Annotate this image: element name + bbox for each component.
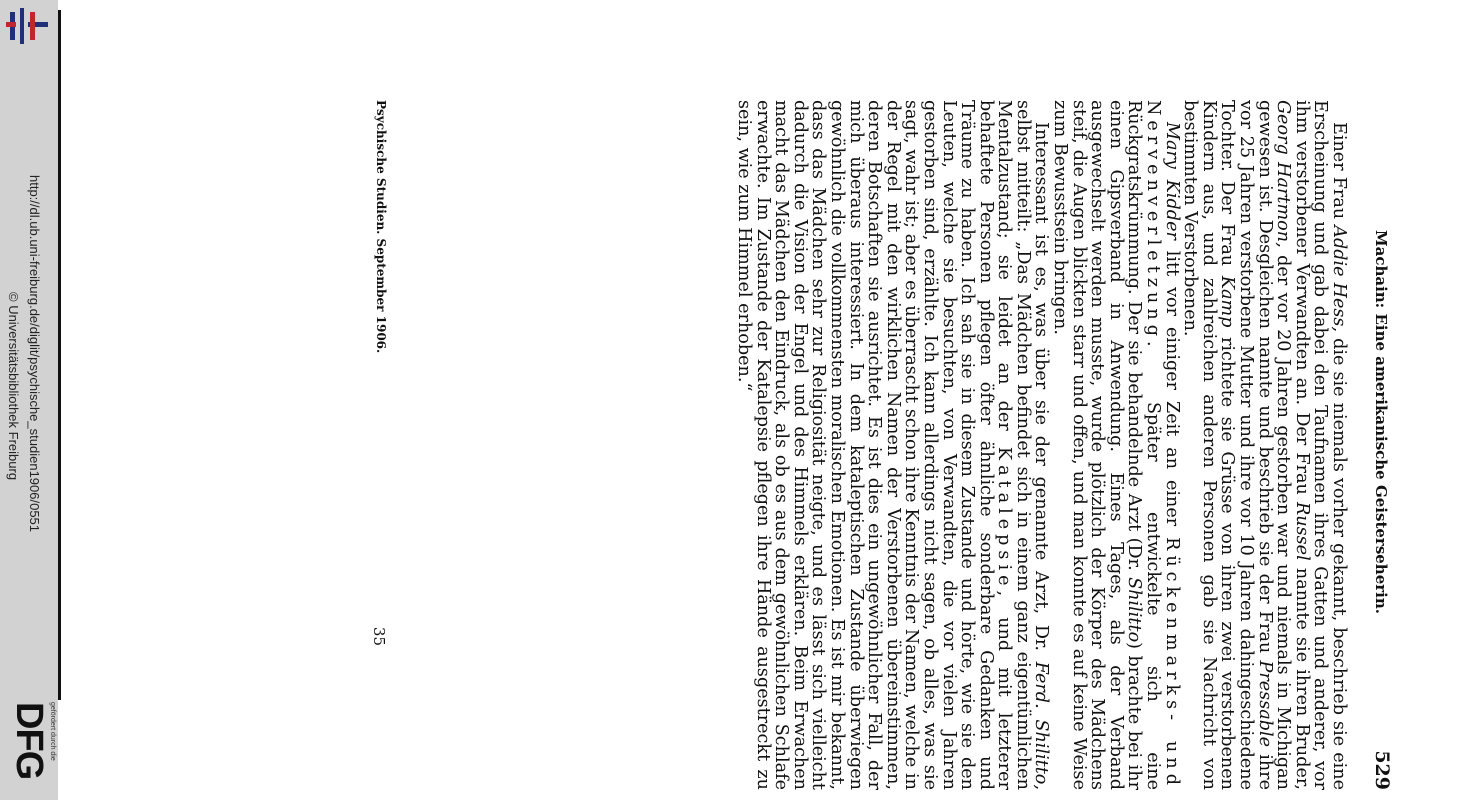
- paragraph: [1181, 100, 1348, 790]
- italic-name: Mary Kidder: [1161, 122, 1182, 240]
- dfg-logo-text: DFG: [8, 702, 50, 780]
- footer-signature-number: 35: [370, 626, 388, 646]
- italic-name: Pressable: [1254, 660, 1275, 748]
- text-run: nannte sie ihren Bruder,: [1291, 560, 1312, 790]
- italic-name: Georg Hartmon,: [1273, 100, 1294, 248]
- italic-name: Ferd. Shilitto,: [1031, 661, 1052, 790]
- italic-name: Kamp: [1217, 275, 1238, 328]
- text-run: ) brachte bei ihr einen Gipsverband in Anwendung. Eines Tages, als der Verband ausgewechselt werden musste, wurde plötzlich der Körper des Mädchens steif, die Augen blickten starr und offen, und man konnte es auf keine Weise zum Bewusstsein bringen.: [1050, 100, 1145, 790]
- text-run: der vor 20 Jahren gestorben war und niemals in Michigan gewesen ist. Desgleichen nannte und beschrieb sie der Frau: [1254, 100, 1294, 790]
- running-head: [1363, 100, 1393, 790]
- page-binding-edge: [58, 10, 61, 700]
- text-run: Einer Frau: [1329, 122, 1349, 226]
- text-run: Später entwickelte sich eine Rückgratskrümmung. Der sie behandelnde Arzt (Dr.: [1124, 100, 1164, 790]
- text-run: und mit letzterer behaftete Personen pflegen öfter ähnliche sonderbare Gedanken und Träume zu haben. Ich sah sie in diesem Zustande und hörte, wie sie den Leuten, welche sie besuchten, von Verwandten, die vor vielen Jahren gestorben sind, erzählte. Ich kann allerdings nicht sagen, ob alles, was sie sagt, wahr ist; aber es überrascht schon ihre Kenntnis der Namen, welche in der Regel mit den wirklichen Namen der Verstorbenen übereinstimmen, deren Botschaften sie ausrichtet. Es ist dies ein ungewöhnlicher Fall, der mich überaus interessiert. In dem kataleptischen Zustande überwiegen gewöhnlich die vollkommensten moralischen Emotionen. Es ist mir bekannt, dass das Mädchen sehr zur Religiosität neigte, und es lässt sich vielleicht dadurch die Vision der Engel und des Himmels erklären. Beim Erwachen macht das Mädchen den Eindruck, als ob es aus dem gewöhnlichen Schlafe erwachte. Im Zustande der Katalepsie pflegen ihre Hände ausgestreckt zu sein, wie zum Himmel erhoben.“: [734, 100, 1015, 790]
- library-logo-icon: [6, 6, 50, 46]
- running-head-title: Machain: Eine amerikanische Geisterseherin.: [1372, 230, 1390, 614]
- page-footer: [363, 100, 388, 790]
- spaced-emphasis: Katalepsie,: [994, 446, 1015, 602]
- scanned-page: [333, 100, 1393, 790]
- text-run: die sie niemals vorher gekannt, beschrieb sie eine Erscheinung und gab dabei den Taufnamen ihres Gatten und anderer, vor ihm verstorbener Verwandten an. Der Frau: [1291, 100, 1349, 790]
- paragraph: [1051, 100, 1181, 790]
- viewer-sidebar: [0, 0, 58, 800]
- text-run: Interessant ist es, was über sie der genannte Arzt, Dr.: [1031, 122, 1052, 662]
- italic-name: Addie Hess,: [1329, 225, 1349, 333]
- italic-name: Russel: [1291, 502, 1312, 561]
- source-url[interactable]: http://dl.ub.uni-freiburg.de/diglit/psychische_studien1906/0551: [27, 175, 42, 533]
- paragraph: [734, 100, 1050, 790]
- text-run: selbst mitteilt: „Das Mädchen befindet sich in einem ganz eigentümlichen Mentalzustand; sie leidet an der: [994, 100, 1033, 790]
- page-number: 529: [1371, 750, 1393, 790]
- dfg-funding-note: gefördert durch die: [49, 702, 56, 761]
- text-run: ihre vor 25 Jahren verstorbene Mutter und ihre vor 10 Jahren dahingeschiedene Tochter. Der Frau: [1217, 100, 1275, 790]
- text-run: litt vor einiger Zeit an einer: [1161, 239, 1182, 538]
- dfg-logo: [4, 700, 56, 795]
- body-text: [734, 100, 1348, 790]
- spaced-emphasis: Rückenmarks- und Nervenverletzung.: [1143, 100, 1182, 790]
- footer-journal-date: Psychische Studien. September 1906.: [374, 100, 388, 354]
- text-run: richtete sie Grüsse von ihren zwei verstorbenen Kindern aus, und zahlreichen anderen Personen gab sie Nachricht von bestimmten Verstorbenen.: [1180, 100, 1238, 790]
- italic-name: Shilitto: [1124, 577, 1145, 643]
- copyright-notice: © Universitätsbibliothek Freiburg: [6, 292, 21, 481]
